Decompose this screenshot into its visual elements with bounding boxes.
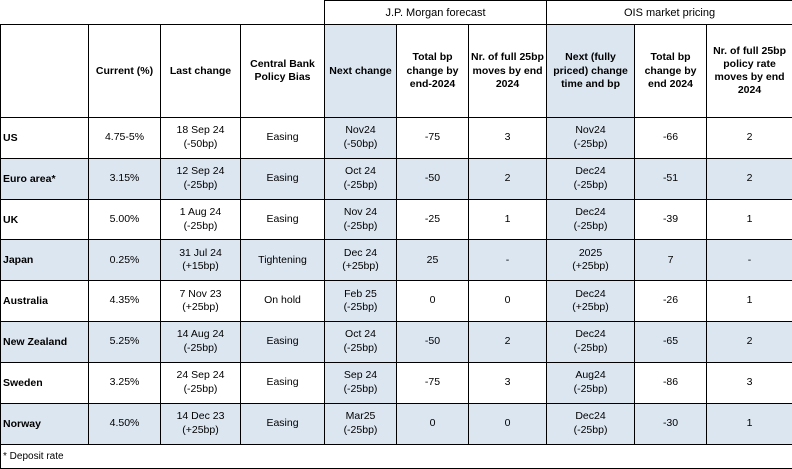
row-ois-next-date: Aug24 — [575, 369, 606, 382]
row-last-change — [161, 240, 241, 281]
row-next-change-date: Feb 25 — [344, 287, 377, 300]
row-ois-next-bp: (-25bp) — [573, 137, 608, 150]
row-last-change-bp: (-50bp) — [183, 137, 218, 150]
footnote-row — [1, 444, 792, 468]
row-policy-bias: Easing — [241, 403, 325, 444]
table-row — [1, 117, 792, 158]
row-next-change-bp: (-50bp) — [343, 137, 378, 150]
row-ois-next — [547, 158, 635, 199]
row-ois-next-bp: (+25bp) — [572, 260, 609, 273]
row-policy-bias: Easing — [241, 117, 325, 158]
row-ois-moves: 2 — [707, 158, 792, 199]
table-row — [1, 158, 792, 199]
row-total-bp: -25 — [397, 199, 469, 240]
row-current: 3.25% — [89, 362, 161, 403]
row-next-change-bp: (-25bp) — [343, 219, 378, 232]
row-ois-total-bp: -39 — [635, 199, 707, 240]
column-header-ois-moves: Nr. of full 25bp policy rate moves by end 2024 — [707, 25, 792, 118]
row-last-change-date: 18 Sep 24 — [176, 124, 225, 137]
column-header-next-change: Next change — [325, 25, 397, 118]
column-header-current: Current (%) — [89, 25, 161, 118]
row-last-change — [161, 281, 241, 322]
row-moves: - — [469, 240, 547, 281]
row-ois-next — [547, 199, 635, 240]
row-policy-bias: On hold — [241, 281, 325, 322]
row-total-bp: -75 — [397, 117, 469, 158]
group-header-empty — [1, 1, 325, 25]
row-country: New Zealand — [1, 322, 89, 363]
table-row — [1, 199, 792, 240]
row-ois-moves: 3 — [707, 362, 792, 403]
row-last-change — [161, 322, 241, 363]
row-total-bp: -75 — [397, 362, 469, 403]
row-country: UK — [1, 199, 89, 240]
row-next-change-date: Dec 24 — [343, 246, 378, 259]
row-next-change-bp: (+25bp) — [342, 260, 379, 273]
column-header-moves-2024: Nr. of full 25bp moves by end 2024 — [469, 25, 547, 118]
row-next-change — [325, 403, 397, 444]
row-next-change — [325, 362, 397, 403]
row-current: 4.50% — [89, 403, 161, 444]
row-last-change — [161, 158, 241, 199]
row-ois-moves: 1 — [707, 199, 792, 240]
row-country: Japan — [1, 240, 89, 281]
column-header-policy-bias: Central Bank Policy Bias — [241, 25, 325, 118]
row-current: 5.25% — [89, 322, 161, 363]
row-ois-next — [547, 117, 635, 158]
row-country: US — [1, 117, 89, 158]
group-header-row — [1, 1, 792, 25]
row-last-change — [161, 199, 241, 240]
row-ois-next-bp: (+25bp) — [572, 301, 609, 314]
row-policy-bias: Easing — [241, 322, 325, 363]
row-total-bp: 25 — [397, 240, 469, 281]
row-total-bp: 0 — [397, 403, 469, 444]
row-policy-bias: Easing — [241, 158, 325, 199]
row-ois-next-bp: (-25bp) — [573, 219, 608, 232]
row-next-change — [325, 117, 397, 158]
row-next-change-date: Nov24 — [345, 124, 376, 137]
row-last-change-bp: (+15bp) — [182, 260, 219, 273]
row-current: 3.15% — [89, 158, 161, 199]
row-next-change — [325, 199, 397, 240]
row-moves: 3 — [469, 362, 547, 403]
row-policy-bias: Easing — [241, 199, 325, 240]
row-total-bp: 0 — [397, 281, 469, 322]
row-moves: 2 — [469, 322, 547, 363]
row-ois-total-bp: -86 — [635, 362, 707, 403]
column-header-ois-next-change: Next (fully priced) change time and bp — [547, 25, 635, 118]
row-ois-total-bp: -30 — [635, 403, 707, 444]
row-next-change-date: Sep 24 — [343, 369, 378, 382]
row-next-change-date: Oct 24 — [345, 165, 376, 178]
footnote-text: * Deposit rate — [1, 444, 792, 468]
row-ois-next-date: Dec24 — [575, 165, 606, 178]
row-total-bp: -50 — [397, 158, 469, 199]
row-ois-next-date: Dec24 — [575, 205, 606, 218]
group-header-jpm: J.P. Morgan forecast — [325, 1, 547, 25]
row-moves: 3 — [469, 117, 547, 158]
row-ois-next — [547, 362, 635, 403]
row-ois-next — [547, 403, 635, 444]
row-moves: 0 — [469, 403, 547, 444]
group-header-ois: OIS market pricing — [547, 1, 792, 25]
row-ois-next-bp: (-25bp) — [573, 342, 608, 355]
row-last-change-date: 31 Jul 24 — [179, 246, 222, 259]
row-last-change-date: 14 Dec 23 — [176, 410, 225, 423]
row-next-change-date: Nov 24 — [343, 205, 378, 218]
row-ois-next — [547, 281, 635, 322]
row-next-change — [325, 281, 397, 322]
row-last-change — [161, 117, 241, 158]
row-total-bp: -50 — [397, 322, 469, 363]
row-next-change-bp: (-25bp) — [343, 382, 378, 395]
row-current: 5.00% — [89, 199, 161, 240]
row-country: Australia — [1, 281, 89, 322]
row-ois-total-bp: -26 — [635, 281, 707, 322]
row-next-change-bp: (-25bp) — [343, 178, 378, 191]
row-country: Sweden — [1, 362, 89, 403]
row-moves: 1 — [469, 199, 547, 240]
row-ois-next — [547, 240, 635, 281]
row-last-change-date: 14 Aug 24 — [176, 328, 225, 341]
row-ois-next-date: 2025 — [578, 246, 603, 259]
row-last-change-date: 24 Sep 24 — [176, 369, 225, 382]
table-row — [1, 403, 792, 444]
row-policy-bias: Easing — [241, 362, 325, 403]
row-ois-next — [547, 322, 635, 363]
row-last-change — [161, 362, 241, 403]
row-ois-moves: 2 — [707, 322, 792, 363]
row-ois-moves: - — [707, 240, 792, 281]
row-ois-moves: 2 — [707, 117, 792, 158]
row-ois-total-bp: -65 — [635, 322, 707, 363]
table-row — [1, 281, 792, 322]
column-header-row — [1, 25, 792, 118]
row-ois-next-bp: (-25bp) — [573, 178, 608, 191]
row-ois-total-bp: -51 — [635, 158, 707, 199]
row-last-change-bp: (-25bp) — [183, 382, 218, 395]
row-moves: 0 — [469, 281, 547, 322]
row-next-change — [325, 240, 397, 281]
row-current: 0.25% — [89, 240, 161, 281]
row-last-change-bp: (-25bp) — [183, 178, 218, 191]
table-row — [1, 240, 792, 281]
column-header-ois-total-bp: Total bp change by end 2024 — [635, 25, 707, 118]
row-ois-next-date: Dec24 — [575, 287, 606, 300]
row-next-change — [325, 158, 397, 199]
row-last-change-bp: (+25bp) — [182, 423, 219, 436]
row-moves: 2 — [469, 158, 547, 199]
row-next-change-bp: (-25bp) — [343, 342, 378, 355]
row-policy-bias: Tightening — [241, 240, 325, 281]
row-ois-next-date: Nov24 — [575, 124, 606, 137]
row-ois-total-bp: -66 — [635, 117, 707, 158]
column-header-country — [1, 25, 89, 118]
row-last-change — [161, 403, 241, 444]
column-header-last-change: Last change — [161, 25, 241, 118]
row-next-change-date: Oct 24 — [345, 328, 376, 341]
row-last-change-date: 7 Nov 23 — [179, 287, 222, 300]
row-last-change-date: 1 Aug 24 — [179, 205, 222, 218]
row-last-change-bp: (+25bp) — [182, 301, 219, 314]
row-next-change-date: Mar25 — [345, 410, 376, 423]
row-next-change — [325, 322, 397, 363]
row-last-change-bp: (-25bp) — [183, 342, 218, 355]
row-current: 4.75-5% — [89, 117, 161, 158]
row-country: Euro area* — [1, 158, 89, 199]
row-ois-next-date: Dec24 — [575, 410, 606, 423]
row-next-change-bp: (-25bp) — [343, 301, 378, 314]
column-header-total-bp-2024: Total bp change by end-2024 — [397, 25, 469, 118]
row-last-change-bp: (-25bp) — [183, 219, 218, 232]
row-ois-moves: 1 — [707, 403, 792, 444]
table-row — [1, 322, 792, 363]
row-next-change-bp: (-25bp) — [343, 423, 378, 436]
row-ois-next-bp: (-25bp) — [573, 382, 608, 395]
row-last-change-date: 12 Sep 24 — [176, 165, 225, 178]
table-row — [1, 362, 792, 403]
row-ois-next-date: Dec24 — [575, 328, 606, 341]
row-current: 4.35% — [89, 281, 161, 322]
row-ois-next-bp: (-25bp) — [573, 423, 608, 436]
row-ois-total-bp: 7 — [635, 240, 707, 281]
row-ois-moves: 1 — [707, 281, 792, 322]
row-country: Norway — [1, 403, 89, 444]
